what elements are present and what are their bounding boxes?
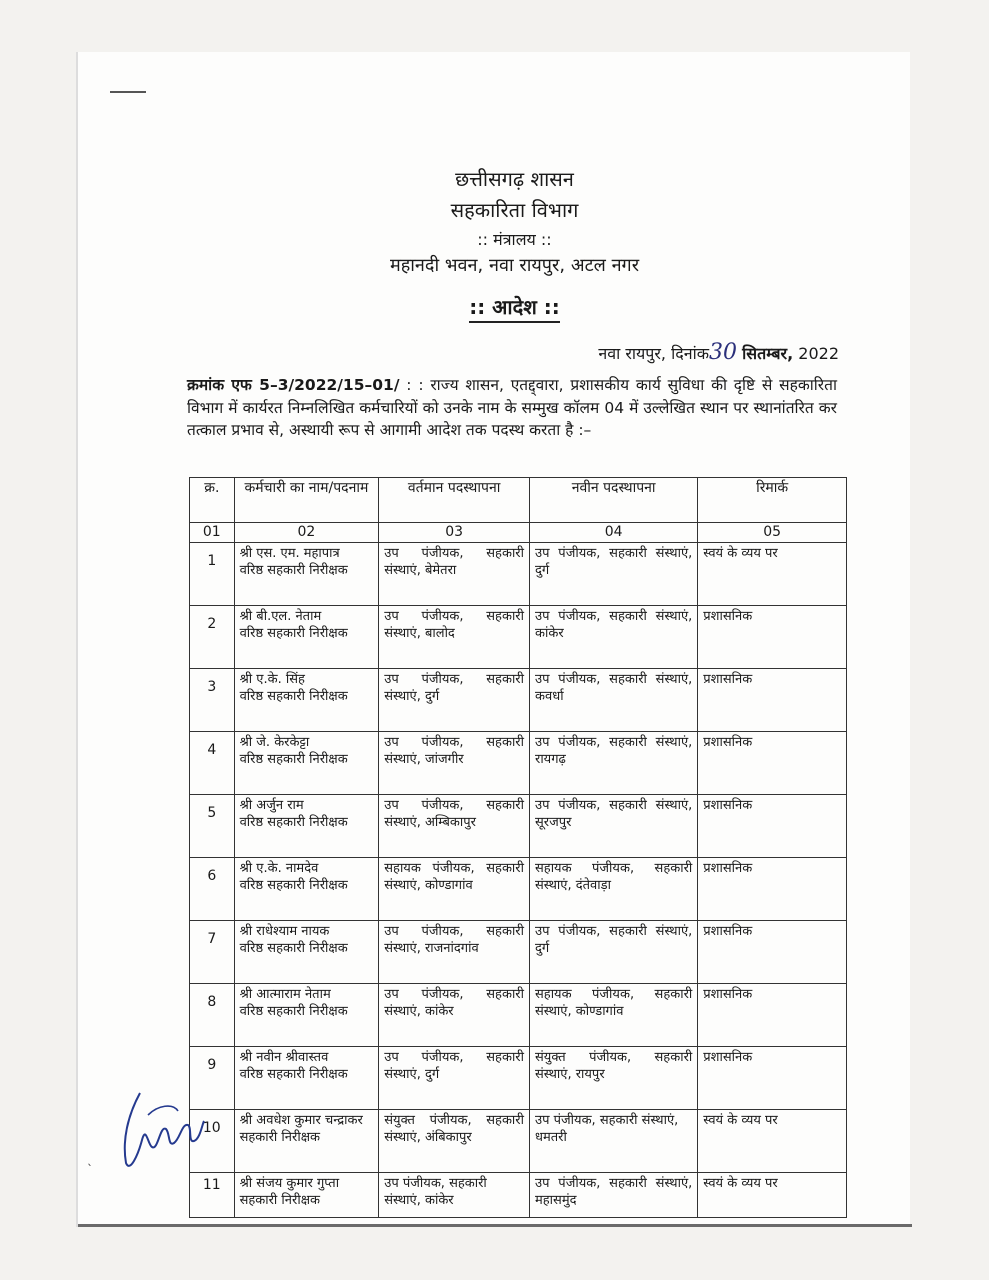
designation: वरिष्ठ सहकारी निरीक्षक [239, 689, 348, 704]
new-posting: सहायक पंजीयक, सहकारी संस्थाएं, दंतेवाड़ा [530, 858, 698, 921]
new-posting: सहायक पंजीयक, सहकारी संस्थाएं, कोण्डागांव [530, 984, 698, 1047]
header-sn: क्र. [190, 478, 235, 523]
employee-name: श्री संजय कुमार गुप्ता [239, 1176, 340, 1191]
table-row: 10 श्री अवधेश कुमार चन्द्राकर सहकारी निरीक्षक संयुक्त पंजीयक, सहकारी संस्थाएं, अंबिकापुर उप पंजीयक, सहकारी संस्थाएं, धमतरी स्वयं के व्यय पर [190, 1110, 847, 1173]
remark: प्रशासनिक [698, 606, 847, 669]
margin-mark [110, 91, 146, 93]
designation: वरिष्ठ सहकारी निरीक्षक [239, 815, 348, 830]
employee-name: श्री ए.के. नामदेव [239, 861, 319, 876]
remark: प्रशासनिक [698, 1047, 847, 1110]
current-posting: उप पंजीयक, सहकारी संस्थाएं, राजनांदगांव [379, 921, 530, 984]
remark: प्रशासनिक [698, 795, 847, 858]
header-current: वर्तमान पदस्थापना [379, 478, 530, 523]
table-row: 7 श्री राधेश्याम नायक वरिष्ठ सहकारी निरीक्षक उप पंजीयक, सहकारी संस्थाएं, राजनांदगांव उप पंजीयक, सहकारी संस्थाएं, दुर्ग प्रशासनिक [190, 921, 847, 984]
col-number: 05 [698, 523, 847, 543]
current-posting: उप पंजीयक, सहकारी संस्थाएं, कांकेर [379, 984, 530, 1047]
table-row: 9 श्री नवीन श्रीवास्तव वरिष्ठ सहकारी निरीक्षक उप पंजीयक, सहकारी संस्थाएं, दुर्ग संयुक्त पंजीयक, सहकारी संस्थाएं, रायपुर प्रशासनिक [190, 1047, 847, 1110]
current-posting: उप पंजीयक, सहकारी संस्थाएं, दुर्ग [379, 669, 530, 732]
designation: वरिष्ठ सहकारी निरीक्षक [239, 626, 348, 641]
designation: वरिष्ठ सहकारी निरीक्षक [239, 563, 348, 578]
ministry-label: :: मंत्रालय :: [477, 230, 552, 249]
table-row: 11 श्री संजय कुमार गुप्ता सहकारी निरीक्षक उप पंजीयक, सहकारी संस्थाएं, कांकेर उप पंजीयक, सहकारी संस्थाएं, महासमुंद स्वयं के व्यय पर [190, 1173, 847, 1218]
header-name: कर्मचारी का नाम/पदनाम [234, 478, 379, 523]
department-name: सहकारिता विभाग [450, 198, 579, 222]
table-row: 4 श्री जे. केरकेट्टा वरिष्ठ सहकारी निरीक्षक उप पंजीयक, सहकारी संस्थाएं, जांजगीर उप पंजीयक, सहकारी संस्थाएं, रायगढ़ प्रशासनिक [190, 732, 847, 795]
designation: वरिष्ठ सहकारी निरीक्षक [239, 941, 348, 956]
designation: सहकारी निरीक्षक [239, 1193, 321, 1208]
header-new: नवीन पदस्थापना [530, 478, 698, 523]
table-row: 5 श्री अर्जुन राम वरिष्ठ सहकारी निरीक्षक उप पंजीयक, सहकारी संस्थाएं, अम्बिकापुर उप पंजीयक, सहकारी संस्थाएं, सूरजपुर प्रशासनिक [190, 795, 847, 858]
current-posting: संयुक्त पंजीयक, सहकारी संस्थाएं, अंबिकापुर [379, 1110, 530, 1173]
handwritten-signature [118, 1085, 208, 1175]
government-name: छत्तीसगढ़ शासन [455, 167, 574, 191]
order-reference: क्रमांक एफ 5–3/2022/15–01/ [187, 376, 400, 394]
table-row: 3 श्री ए.के. सिंह वरिष्ठ सहकारी निरीक्षक उप पंजीयक, सहकारी संस्थाएं, दुर्ग उप पंजीयक, सहकारी संस्थाएं, कवर्धा प्रशासनिक [190, 669, 847, 732]
new-posting: उप पंजीयक, सहकारी संस्थाएं, कांकेर [530, 606, 698, 669]
new-posting: उप पंजीयक, सहकारी संस्थाएं, महासमुंद [530, 1173, 698, 1218]
designation: सहकारी निरीक्षक [239, 1130, 321, 1145]
current-posting: उप पंजीयक, सहकारी संस्थाएं, दुर्ग [379, 1047, 530, 1110]
new-posting: उप पंजीयक, सहकारी संस्थाएं, कवर्धा [530, 669, 698, 732]
transfer-table [189, 477, 847, 1218]
col-number: 03 [379, 523, 530, 543]
margin-mark: ˎ [87, 1152, 93, 1166]
employee-name: श्री राधेश्याम नायक [239, 924, 330, 939]
employee-name: श्री अवधेश कुमार चन्द्राकर [239, 1113, 363, 1128]
current-posting: उप पंजीयक, सहकारी संस्थाएं, बेमेतरा [379, 543, 530, 606]
handwritten-day: 30 [709, 340, 738, 365]
remark: स्वयं के व्यय पर [698, 543, 847, 606]
designation: वरिष्ठ सहकारी निरीक्षक [239, 1067, 348, 1082]
col-number: 01 [190, 523, 235, 543]
designation: वरिष्ठ सहकारी निरीक्षक [239, 878, 348, 893]
current-posting: उप पंजीयक, सहकारी संस्थाएं, अम्बिकापुर [379, 795, 530, 858]
address-line: महानदी भवन, नवा रायपुर, अटल नगर [389, 255, 640, 276]
current-posting: उप पंजीयक, सहकारी संस्थाएं, जांजगीर [379, 732, 530, 795]
remark: प्रशासनिक [698, 669, 847, 732]
page-bottom-edge [78, 1224, 912, 1227]
new-posting: उप पंजीयक, सहकारी संस्थाएं, दुर्ग [530, 543, 698, 606]
table-row: 6 श्री ए.के. नामदेव वरिष्ठ सहकारी निरीक्षक सहायक पंजीयक, सहकारी संस्थाएं, कोण्डागांव सहायक पंजीयक, सहकारी संस्थाएं, दंतेवाड़ा प्रशासनिक [190, 858, 847, 921]
order-title: :: आदेश :: [20, 293, 989, 320]
new-posting: संयुक्त पंजीयक, सहकारी संस्थाएं, रायपुर [530, 1047, 698, 1110]
new-posting: उप पंजीयक, सहकारी संस्थाएं, रायगढ़ [530, 732, 698, 795]
new-posting: उप पंजीयक, सहकारी संस्थाएं, सूरजपुर [530, 795, 698, 858]
order-date: नवा रायपुर, दिनांक30 सितम्बर, 2022 [598, 340, 839, 365]
header-remark: रिमार्क [698, 478, 847, 523]
designation: वरिष्ठ सहकारी निरीक्षक [239, 1004, 348, 1019]
col-number: 02 [234, 523, 379, 543]
current-posting: सहायक पंजीयक, सहकारी संस्थाएं, कोण्डागांव [379, 858, 530, 921]
new-posting: उप पंजीयक, सहकारी संस्थाएं, दुर्ग [530, 921, 698, 984]
remark: स्वयं के व्यय पर [698, 1110, 847, 1173]
col-number: 04 [530, 523, 698, 543]
employee-name: श्री नवीन श्रीवास्तव [239, 1050, 329, 1065]
employee-name: श्री ए.के. सिंह [239, 672, 305, 687]
order-paragraph: क्रमांक एफ 5–3/2022/15–01/ : : राज्य शासन, एतद्द्वारा, प्रशासकीय कार्य सुविधा की दृष्टि से सहकारिता विभाग में कार्यरत निम्नलिखित कर्मचारियों को उनके नाम के सम्मुख कॉलम 04 में उल्लेखित स्थान पर स्थानांतरित कर तत्काल प्रभाव से, अस्थायी रूप से आगामी आदेश तक पदस्थ करता है :– [187, 376, 838, 439]
employee-name: श्री अर्जुन राम [239, 798, 304, 813]
employee-name: श्री जे. केरकेट्टा [239, 735, 310, 750]
remark: प्रशासनिक [698, 858, 847, 921]
remark: प्रशासनिक [698, 984, 847, 1047]
table-row: 2 श्री बी.एल. नेताम वरिष्ठ सहकारी निरीक्षक उप पंजीयक, सहकारी संस्थाएं, बालोद उप पंजीयक, सहकारी संस्थाएं, कांकेर प्रशासनिक [190, 606, 847, 669]
new-posting: उप पंजीयक, सहकारी संस्थाएं, धमतरी [530, 1110, 698, 1173]
remark: प्रशासनिक [698, 921, 847, 984]
remark: स्वयं के व्यय पर [698, 1173, 847, 1218]
table-row: 1 श्री एस. एम. महापात्र वरिष्ठ सहकारी निरीक्षक उप पंजीयक, सहकारी संस्थाएं, बेमेतरा उप पंजीयक, सहकारी संस्थाएं, दुर्ग स्वयं के व्यय पर [190, 543, 847, 606]
employee-name: श्री आत्माराम नेताम [239, 987, 331, 1002]
employee-name: श्री बी.एल. नेताम [239, 609, 322, 624]
employee-name: श्री एस. एम. महापात्र [239, 546, 340, 561]
current-posting: उप पंजीयक, सहकारी संस्थाएं, बालोद [379, 606, 530, 669]
table-row: 8 श्री आत्माराम नेताम वरिष्ठ सहकारी निरीक्षक उप पंजीयक, सहकारी संस्थाएं, कांकेर सहायक पंजीयक, सहकारी संस्थाएं, कोण्डागांव प्रशासनिक [190, 984, 847, 1047]
remark: प्रशासनिक [698, 732, 847, 795]
designation: वरिष्ठ सहकारी निरीक्षक [239, 752, 348, 767]
current-posting: उप पंजीयक, सहकारी संस्थाएं, कांकेर [379, 1173, 530, 1218]
